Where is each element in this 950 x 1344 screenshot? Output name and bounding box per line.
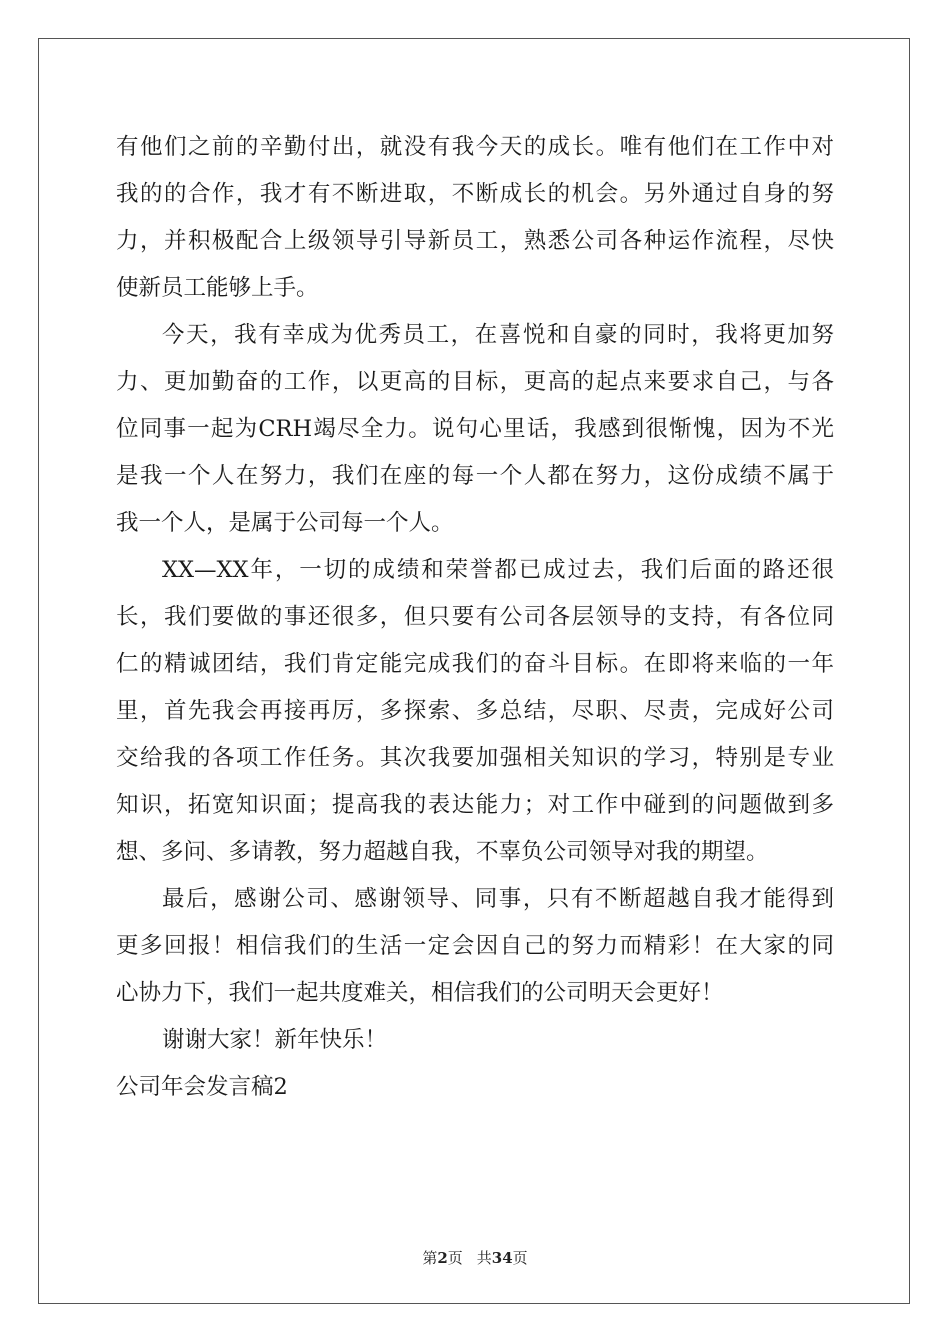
page-suffix: 页: [447, 1249, 463, 1267]
paragraph-line: XX—XX年，一切的成绩和荣誉都已成过去，我们后面的路还很: [162, 557, 834, 583]
paragraph-line: 仁的精诚团结，我们肯定能完成我们的奋斗目标。在即将来临的一年: [116, 651, 834, 677]
paragraph-line: 使新员工能够上手。: [116, 275, 319, 301]
document-body: [116, 124, 834, 1111]
paragraph-line: 是我一个人在努力，我们在座的每一个人都在努力，这份成绩不属于: [116, 463, 834, 489]
paragraph-line: 心协力下，我们一起共度难关，相信我们的公司明天会更好！: [116, 980, 724, 1006]
section-heading: 公司年会发言稿2: [116, 1074, 288, 1100]
page-prefix: 第: [422, 1249, 438, 1267]
paragraph-line: 力，并积极配合上级领导引导新员工，熟悉公司各种运作流程，尽快: [116, 228, 834, 254]
paragraph-line: 交给我的各项工作任务。其次我要加强相关知识的学习，特别是专业: [116, 745, 834, 771]
paragraph-line: 我的的合作，我才有不断进取，不断成长的机会。另外通过自身的努: [116, 181, 834, 207]
paragraph-line: 更多回报！相信我们的生活一定会因自己的努力而精彩！在大家的同: [116, 933, 834, 959]
paragraph-line: 想、多问、多请教，努力超越自我，不辜负公司领导对我的期望。: [116, 839, 769, 865]
page-footer: [0, 1247, 950, 1268]
total-suffix: 页: [512, 1249, 528, 1267]
paragraph-line: 位同事一起为CRH竭尽全力。说句心里话，我感到很惭愧，因为不光: [116, 416, 834, 442]
paragraph-line: 最后，感谢公司、感谢领导、同事，只有不断超越自我才能得到: [162, 886, 834, 912]
paragraph-line: 我一个人，是属于公司每一个人。: [116, 510, 454, 536]
paragraph-line: 有他们之前的辛勤付出，就没有我今天的成长。唯有他们在工作中对: [116, 134, 834, 160]
total-prefix: 共: [476, 1249, 492, 1267]
paragraph-line: 今天，我有幸成为优秀员工，在喜悦和自豪的同时，我将更加努: [162, 322, 834, 348]
paragraph-line: 里，首先我会再接再厉，多探索、多总结，尽职、尽责，完成好公司: [116, 698, 834, 724]
paragraph-line: 知识，拓宽知识面；提高我的表达能力；对工作中碰到的问题做到多: [116, 792, 834, 818]
paragraph-line: 谢谢大家！新年快乐！: [162, 1027, 388, 1053]
paragraph-list: [116, 124, 834, 1064]
page-total: 34: [491, 1249, 513, 1267]
paragraph-line: 力、更加勤奋的工作，以更高的目标，更高的起点来要求自己，与各: [116, 369, 834, 395]
paragraph-line: 长，我们要做的事还很多，但只要有公司各层领导的支持，有各位同: [116, 604, 834, 630]
page-current: 2: [437, 1249, 448, 1267]
